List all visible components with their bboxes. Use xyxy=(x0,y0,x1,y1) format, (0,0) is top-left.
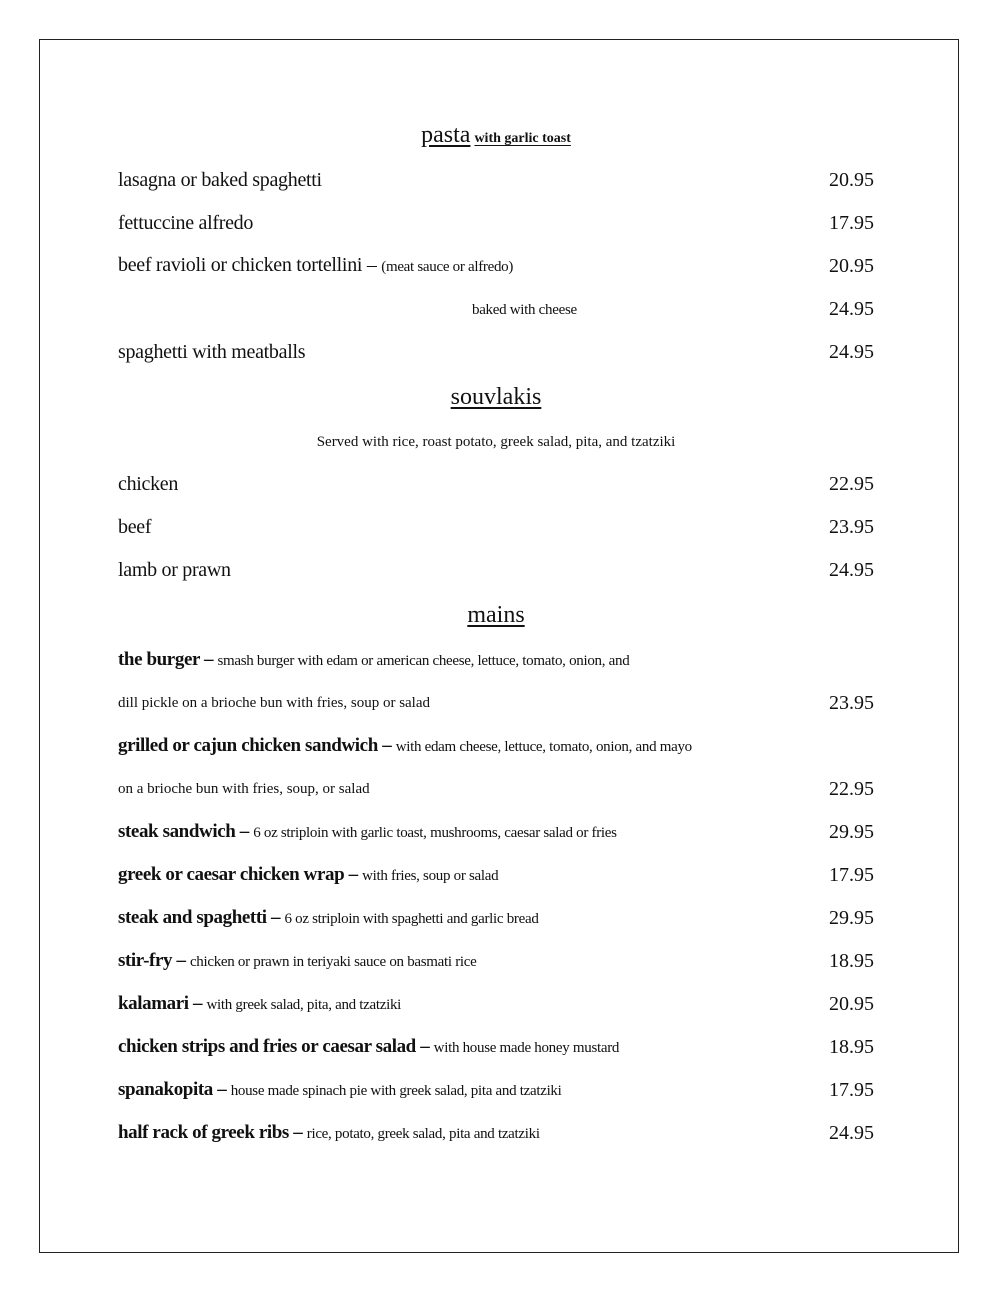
menu-item-name: chicken strips and fries or caesar salad xyxy=(118,1036,416,1057)
menu-item-text xyxy=(118,982,401,1027)
menu-item-continuation xyxy=(118,682,874,725)
menu-item-price: 23.95 xyxy=(829,516,874,538)
menu-item-description: smash burger with edam or american cheese, lettuce, tomato, onion, and xyxy=(217,653,630,669)
menu-item xyxy=(118,549,874,592)
menu-item xyxy=(118,897,874,940)
menu-item-price: 22.95 xyxy=(829,778,874,800)
menu-item xyxy=(118,1112,874,1155)
separator: – xyxy=(235,821,254,842)
menu-item xyxy=(118,725,874,768)
separator: – xyxy=(362,254,382,276)
menu-item-description: rice, potato, greek salad, pita and tzatziki xyxy=(306,1126,540,1142)
menu-item-text xyxy=(118,724,692,769)
menu-item-price: 24.95 xyxy=(829,559,874,581)
separator: – xyxy=(172,950,190,971)
menu-item xyxy=(118,463,874,506)
menu-item-price: 22.95 xyxy=(829,473,874,495)
menu-item-text xyxy=(118,939,476,984)
menu-item-name: spaghetti with meatballs xyxy=(118,341,306,363)
menu-item xyxy=(118,811,874,854)
menu-item-variant: baked with cheese xyxy=(472,302,577,318)
menu-item xyxy=(118,506,874,549)
menu-item xyxy=(118,1069,874,1112)
menu-item-name: beef ravioli or chicken tortellini xyxy=(118,254,363,276)
menu-section-souvlakis xyxy=(118,374,874,592)
menu-item-name: lamb or prawn xyxy=(118,559,231,581)
menu-item-text xyxy=(118,1111,540,1156)
menu-item-text xyxy=(118,1068,562,1113)
menu-item xyxy=(118,288,874,331)
menu-item-price: 20.95 xyxy=(829,255,874,277)
menu-page xyxy=(39,39,959,1253)
separator: – xyxy=(377,735,396,756)
menu-item xyxy=(118,940,874,983)
menu-item-price: 18.95 xyxy=(829,950,874,972)
menu-item xyxy=(118,639,874,682)
menu-item-price: 29.95 xyxy=(829,907,874,929)
section-title-text: mains xyxy=(467,602,525,628)
section-title xyxy=(118,374,874,421)
separator: – xyxy=(415,1036,434,1057)
menu-item-description: with fries, soup or salad xyxy=(362,868,499,884)
menu-item xyxy=(118,159,874,202)
menu-item-name: chicken xyxy=(118,473,179,495)
menu-item-text xyxy=(118,287,577,332)
menu-item-price: 17.95 xyxy=(829,864,874,886)
menu-item-description: 6 oz striploin with garlic toast, mushrooms, caesar salad or fries xyxy=(253,825,617,841)
menu-item-description: 6 oz striploin with spaghetti and garlic bread xyxy=(284,911,539,927)
menu-item-price: 17.95 xyxy=(829,212,874,234)
separator: – xyxy=(288,1122,307,1143)
menu-item-description-cont: on a brioche bun with fries, soup, or salad xyxy=(118,781,370,797)
menu-item-name: greek or caesar chicken wrap xyxy=(118,864,345,885)
menu-item-name: spanakopita xyxy=(118,1079,213,1100)
menu-item-description: (meat sauce or alfredo) xyxy=(381,259,514,275)
menu-item-name: stir-fry xyxy=(118,950,173,971)
section-title xyxy=(118,112,874,159)
menu-item-text xyxy=(118,506,151,549)
section-title-suffix: with garlic toast xyxy=(474,131,571,146)
menu-item xyxy=(118,854,874,897)
menu-item-text xyxy=(118,159,322,202)
separator: – xyxy=(266,907,285,928)
menu-item-description: with greek salad, pita, and tzatziki xyxy=(206,997,402,1013)
menu-section-pasta xyxy=(118,112,874,374)
menu-item-price: 29.95 xyxy=(829,821,874,843)
menu-item-text xyxy=(118,853,498,898)
menu-item-name: steak and spaghetti xyxy=(118,907,267,928)
menu-item xyxy=(118,331,874,374)
menu-item-name: lasagna or baked spaghetti xyxy=(118,169,322,191)
menu-item xyxy=(118,983,874,1026)
separator: – xyxy=(212,1079,231,1100)
menu-item-description-cont: dill pickle on a brioche bun with fries, soup or salad xyxy=(118,695,431,711)
menu-item-name: steak sandwich xyxy=(118,821,236,842)
menu-item-price: 24.95 xyxy=(829,298,874,320)
menu-item-name: half rack of greek ribs xyxy=(118,1122,289,1143)
section-note: Served with rice, roast potato, greek salad, pita, and tzatziki xyxy=(316,434,676,450)
menu-item-name: fettuccine alfredo xyxy=(118,212,254,234)
menu-item-name: the burger xyxy=(118,649,200,670)
menu-item-name: grilled or cajun chicken sandwich xyxy=(118,735,378,756)
menu-item-description: with house made honey mustard xyxy=(433,1040,620,1056)
menu-item-price: 24.95 xyxy=(829,1122,874,1144)
menu-item-description: house made spinach pie with greek salad, pita and tzatziki xyxy=(230,1083,562,1099)
menu-item-text xyxy=(118,331,305,374)
menu-item-text xyxy=(118,896,539,941)
menu-item-price: 20.95 xyxy=(829,169,874,191)
section-title-text: pasta xyxy=(421,122,471,148)
section-title-text: souvlakis xyxy=(450,384,542,410)
separator: – xyxy=(199,649,218,670)
menu-item-text xyxy=(118,1025,619,1070)
menu-item-text xyxy=(118,202,253,245)
menu-item-continuation xyxy=(118,768,874,811)
section-title xyxy=(118,592,874,639)
menu-item-description: chicken or prawn in teriyaki sauce on basmati rice xyxy=(189,954,477,970)
menu-item-description: with edam cheese, lettuce, tomato, onion, and mayo xyxy=(395,739,692,755)
menu-item xyxy=(118,1026,874,1069)
menu-item-price: 20.95 xyxy=(829,993,874,1015)
menu-item-price: 24.95 xyxy=(829,341,874,363)
separator: – xyxy=(188,993,207,1014)
menu-item-text xyxy=(118,638,629,683)
menu-item-price: 18.95 xyxy=(829,1036,874,1058)
menu-item-text xyxy=(118,810,617,855)
separator: – xyxy=(344,864,363,885)
menu-item-text xyxy=(118,463,178,506)
menu-item-name: beef xyxy=(118,516,152,538)
menu-section-mains xyxy=(118,592,874,1155)
menu-item xyxy=(118,202,874,245)
menu-content xyxy=(118,112,874,1155)
menu-item-price: 23.95 xyxy=(829,692,874,714)
menu-item xyxy=(118,245,874,288)
menu-item-price: 17.95 xyxy=(829,1079,874,1101)
menu-item-name: kalamari xyxy=(118,993,189,1014)
menu-item-text xyxy=(118,549,231,592)
menu-item-text xyxy=(118,244,513,289)
